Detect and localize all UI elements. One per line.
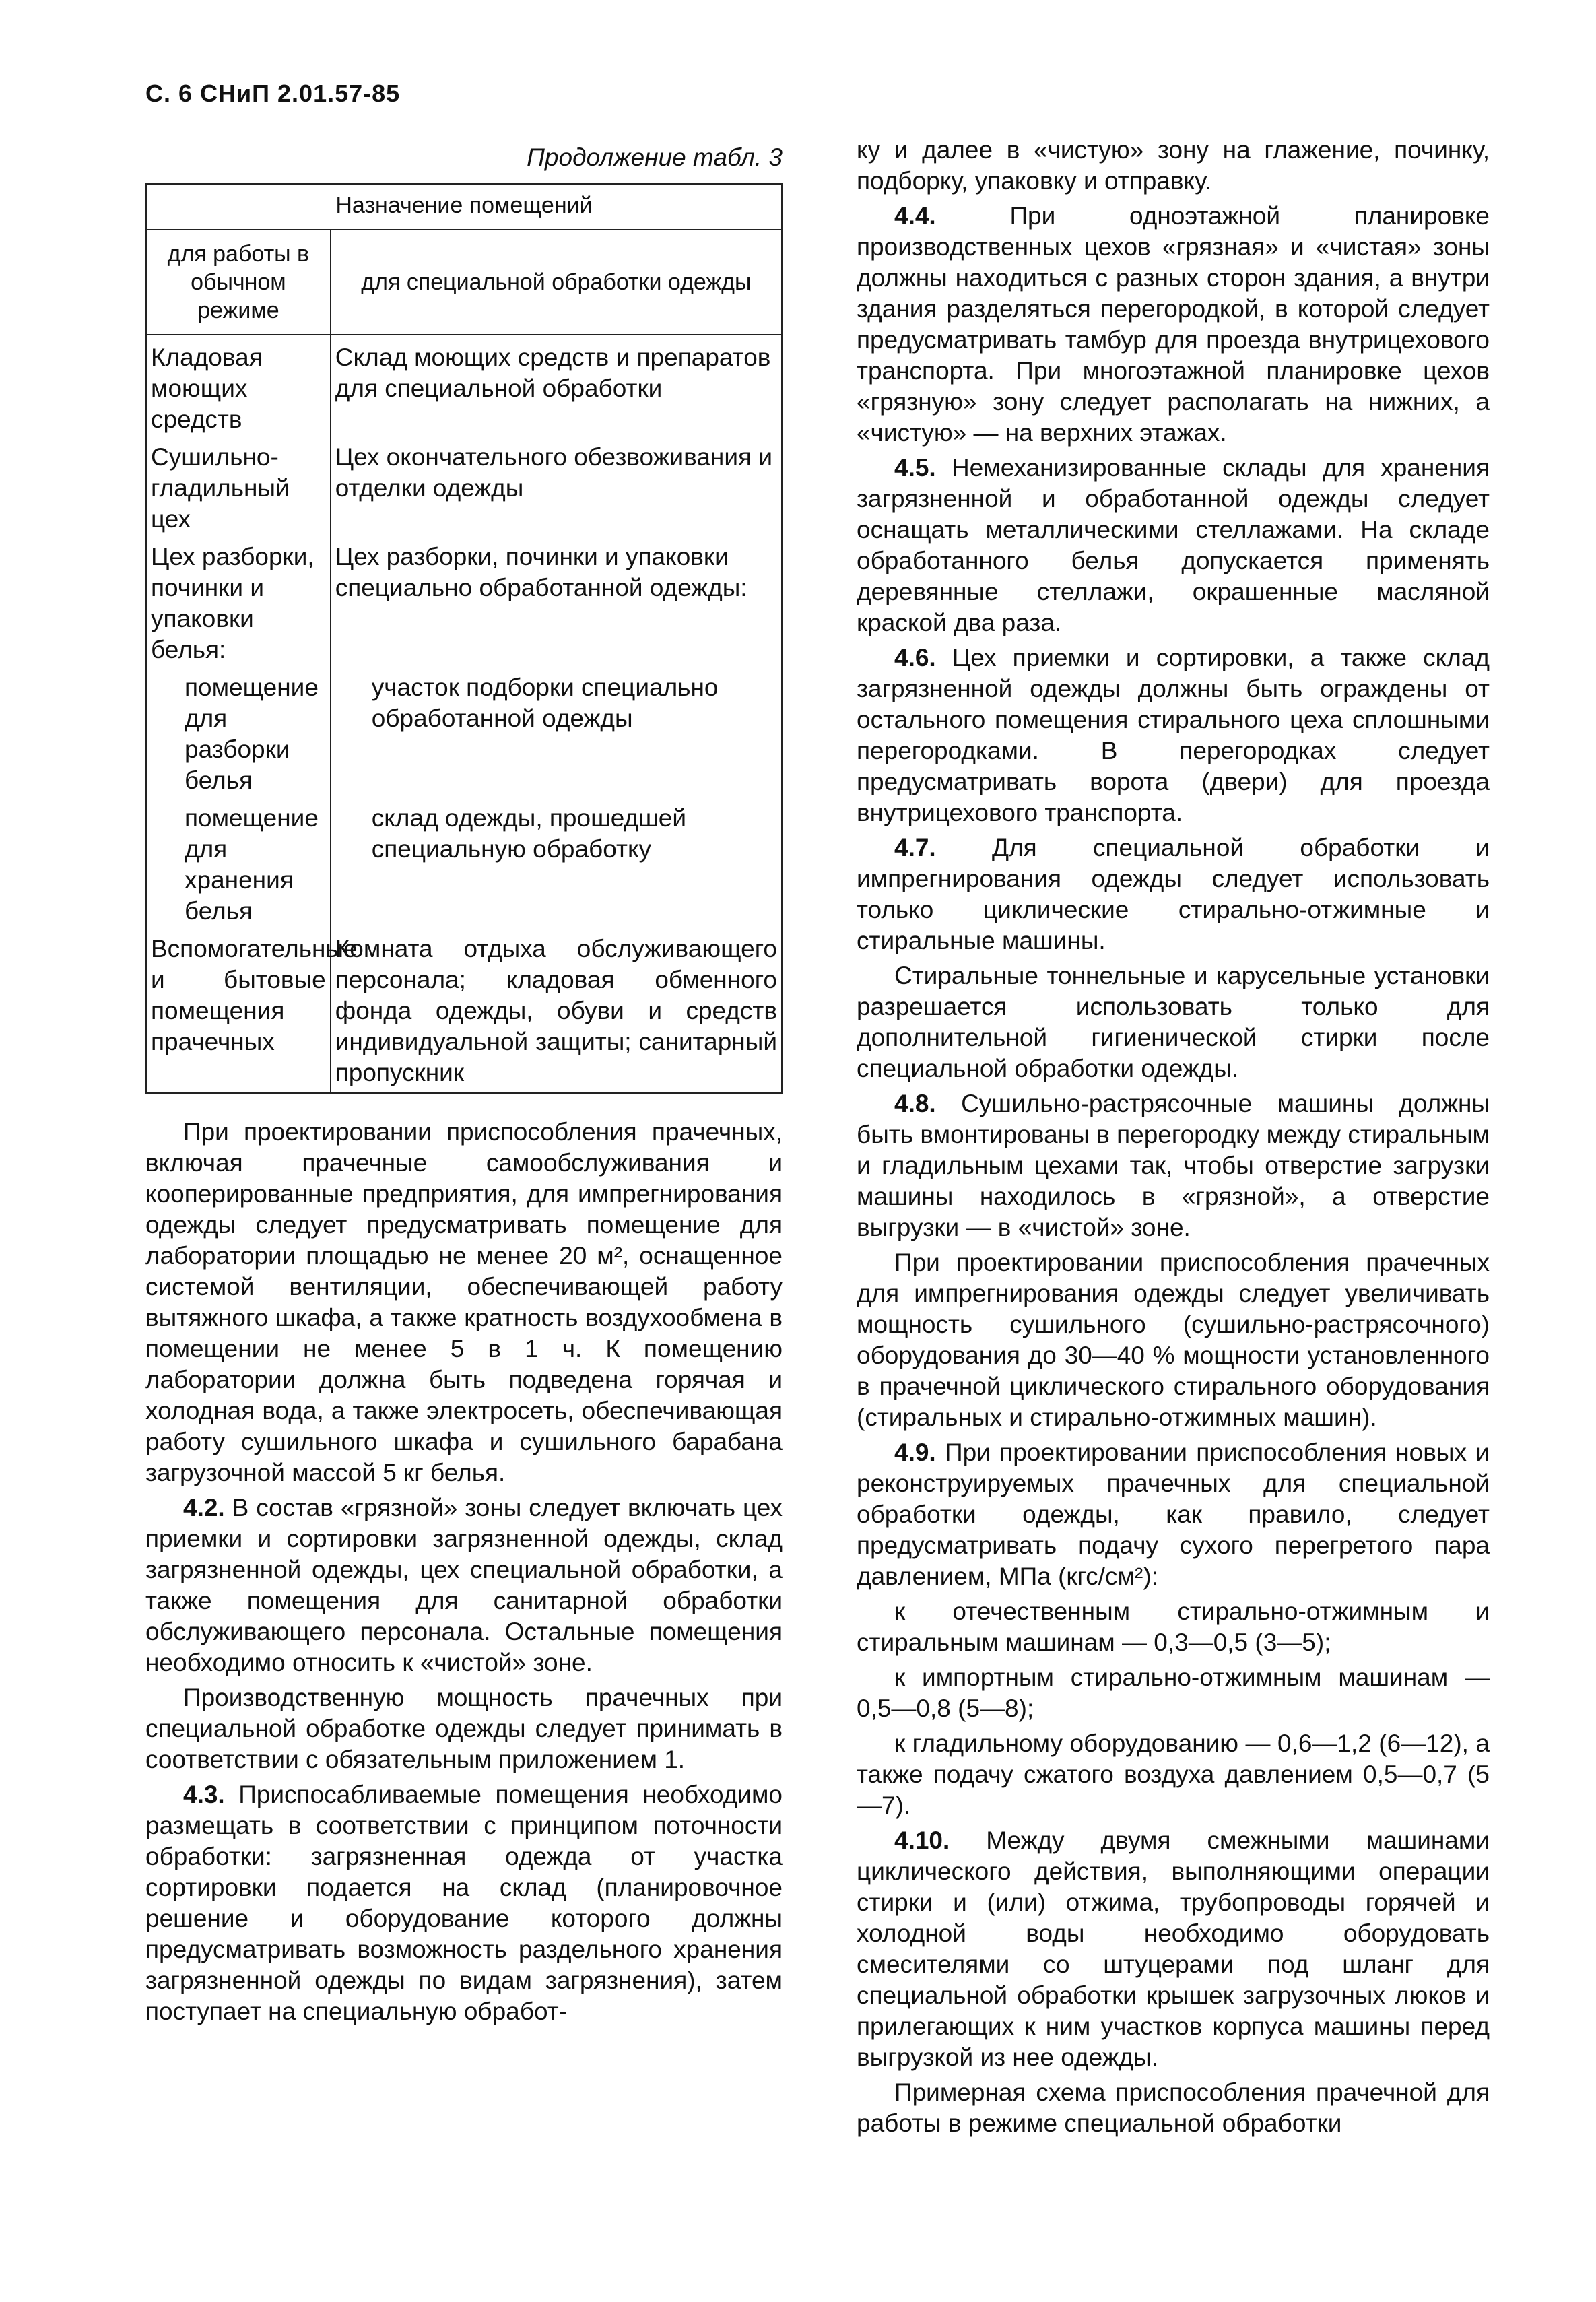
table-row <box>146 439 782 539</box>
clause-number: 4.9. <box>894 1439 936 1466</box>
paragraph <box>857 201 1490 449</box>
paragraph <box>857 643 1490 828</box>
paragraph-text: Немеханизированные склады для хранения загрязненной и обработанной одежды следует оснащать металлическими стеллажами. На складе обработанного белья допускается применять деревянные стеллажи, окрашенные масляной краской два раза. <box>857 454 1490 636</box>
paragraph-text: Приспосабливаемые помещения необходимо размещать в соответствии с принципом поточности обработки: загрязненная одежда от участка сортировки подается на склад (планировочное решение и оборудование которого должны предусматривать возможность раздельного хранения загрязненной одежды по видам загрязнения), затем поступает на специальную обработ- <box>145 1781 783 2025</box>
rooms-table <box>145 183 783 1094</box>
table-head-col1: для работы в обычном режиме <box>146 230 331 335</box>
list-item: к импортным стирально-отжимным машинам — 0,5—0,8 (5—8); <box>857 1664 1490 1722</box>
table-head-main: Назначение помещений <box>146 184 782 230</box>
paragraph <box>857 1088 1490 1243</box>
paragraph-text: Сушильно-растрясочные машины должны быть вмонтированы в перегородку между стиральным и гладильным цехами так, чтобы отверстие загрузки машины находилось в «грязной», а отверстие выгрузки — в «чистой» зоне. <box>857 1090 1490 1241</box>
paragraph: ку и далее в «чистую» зону на глажение, починку, подборку, упаковку и отправку. <box>857 136 1490 195</box>
table-row <box>146 335 782 439</box>
table-cell: Цех окончательного обезвоживания и отделки одежды <box>331 439 782 539</box>
list-item: к гладильному оборудованию — 0,6—1,2 (6—12), а также подачу сжатого воздуха давлением 0,5—0,7 (5—7). <box>857 1730 1490 1819</box>
table-head-col2: для специальной обработки одежды <box>331 230 782 335</box>
table-row <box>146 539 782 669</box>
left-body-text <box>145 1117 783 2027</box>
table-cell: помещение для хранения белья <box>146 800 331 931</box>
paragraph <box>857 1437 1490 1592</box>
clause-number: 4.7. <box>894 834 936 861</box>
clause-number: 4.3. <box>183 1781 225 1808</box>
clause-number: 4.5. <box>894 454 936 482</box>
table-cell: Цех разборки, починки и упаковки белья: <box>146 539 331 669</box>
clause-number: 4.4. <box>894 202 936 230</box>
paragraph <box>857 832 1490 956</box>
paragraph: При проектировании приспособления прачечных для импрегнирования одежды следует увеличивать мощность сушильного (сушильно-растрясочного) оборудования до 30—40 % мощности установленного в прачечной циклического стирального оборудования (стиральных и стирально-отжимных машин). <box>857 1249 1490 1431</box>
right-column <box>857 135 1490 2143</box>
clause-number: 4.6. <box>894 644 936 671</box>
paragraph-text: При одноэтажной планировке производственных цехов «грязная» и «чистая» зоны должны находиться с разных сторон здания, а внутри здания разделяться перегородкой, в которой следует предусматривать тамбур для проезда внутрицехового транспорта. При многоэтажной планировке цехов «грязную» зону следует располагать на нижних, а «чистую» — на верхних этажах. <box>857 202 1490 447</box>
table-row <box>146 931 782 1093</box>
table-cell: Цех разборки, починки и упаковки специально обработанной одежды: <box>331 539 782 669</box>
table-cell: Вспомогательные и бытовые помещения прачечных <box>146 931 331 1093</box>
clause-number: 4.10. <box>894 1827 950 1854</box>
table-row <box>146 669 782 800</box>
paragraph <box>857 453 1490 638</box>
table-row <box>146 800 782 931</box>
paragraph-text: Между двумя смежными машинами циклического действия, выполняющими операции стирки и (или) отжима, трубопроводы горячей и холодной воды необходимо оборудовать смесителями со штуцерами под шланг для специальной обработки крышек загрузочных люков и прилегающих к ним участков корпуса машины перед выгрузкой из нее одежды. <box>857 1827 1490 2071</box>
paragraph-text: Для специальной обработки и импрегнирования одежды следует использовать только циклические стирально-отжимные и стиральные машины. <box>857 834 1490 954</box>
paragraph: Стиральные тоннельные и карусельные установки разрешается использовать только для дополнительной гигиенической стирки после специальной обработки одежды. <box>857 962 1490 1082</box>
paragraph-text: Цех приемки и сортировки, а также склад загрязненной одежды должны быть ограждены от остального помещения стирального цеха сплошными перегородками. В перегородках следует предусматривать ворота (двери) для проезда внутрицехового транспорта. <box>857 644 1490 826</box>
paragraph-text: В состав «грязной» зоны следует включать цех приемки и сортировки загрязненной одежды, склад загрязненной одежды, цех специальной обработки, а также помещения для санитарной обработки обслуживающего персонала. Остальные помещения необходимо относить к «чистой» зоне. <box>145 1494 783 1676</box>
clause-number: 4.2. <box>183 1494 225 1521</box>
left-column <box>145 135 783 2031</box>
table-cell: Сушильно-гладильный цех <box>146 439 331 539</box>
table-cell: Склад моющих средств и препаратов для специальной обработки <box>331 335 782 439</box>
list-item: к отечественным стирально-отжимным и стиральным машинам — 0,3—0,5 (3—5); <box>857 1598 1490 1656</box>
table-cell: склад одежды, прошедшей специальную обработку <box>331 800 782 931</box>
table-cell: помещение для разборки белья <box>146 669 331 800</box>
table-cell: Кладовая моющих средств <box>146 335 331 439</box>
paragraph <box>857 1825 1490 2073</box>
paragraph <box>145 1779 783 2027</box>
paragraph <box>145 1492 783 1678</box>
page-header: С. 6 СНиП 2.01.57-85 <box>145 79 401 107</box>
clause-number: 4.8. <box>894 1090 936 1117</box>
table-cell: Комната отдыха обслуживающего персонала; кладовая обменного фонда одежды, обуви и средств индивидуальной защиты; санитарный пропускник <box>331 931 782 1093</box>
paragraph: Производственную мощность прачечных при специальной обработке одежды следует принимать в соответствии с обязательным приложением 1. <box>145 1684 783 1773</box>
paragraph: Примерная схема приспособления прачечной для работы в режиме специальной обработки <box>857 2078 1490 2137</box>
paragraph: При проектировании приспособления прачечных, включая прачечные самообслуживания и кооперированные предприятия, для импрегнирования одежды следует предусматривать помещение для лаборатории площадью не менее 20 м², оснащенное системой вентиляции, обеспечивающей работу вытяжного шкафа, а также кратность воздухообмена в помещении не менее 5 в 1 ч. К помещению лаборатории должна быть подведена горячая и холодная вода, а также электросеть, обеспечивающая работу сушильного шкафа и сушильного барабана загрузочной массой 5 кг белья. <box>145 1118 783 1486</box>
table-cell: участок подборки специально обработанной одежды <box>331 669 782 800</box>
paragraph-text: При проектировании приспособления новых и реконструируемых прачечных для специальной обработки одежды, как правило, следует предусматривать подачу сухого перегретого пара давлением, МПа (кгс/см²): <box>857 1439 1490 1590</box>
table-caption: Продолжение табл. 3 <box>527 143 783 171</box>
